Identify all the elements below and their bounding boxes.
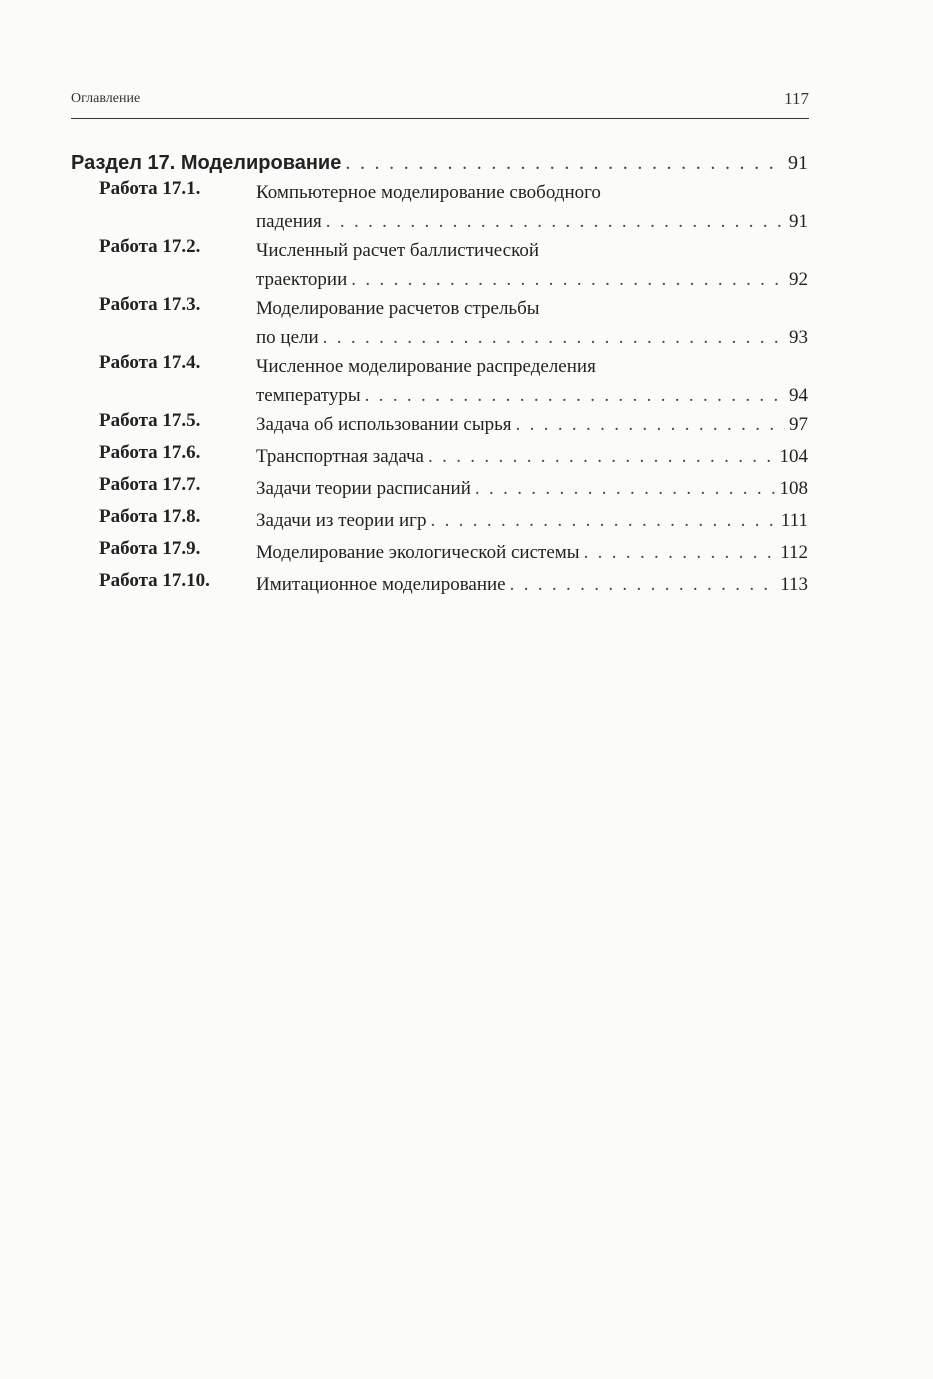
dot-leader [584, 538, 777, 567]
entry-page: 113 [780, 574, 808, 595]
entry-title: Задачи из теории игр [256, 510, 427, 531]
entry-page: 108 [779, 478, 808, 499]
toc-section[interactable] [71, 148, 808, 178]
dot-leader [428, 442, 776, 471]
entry-number: Работа 17.6. [99, 442, 201, 463]
dot-leader [365, 381, 785, 410]
entry-title: Численное моделирование распределения [256, 356, 596, 377]
entry-page: 91 [789, 211, 808, 232]
entry-page: 111 [780, 510, 808, 531]
entry-title: Численный расчет баллистической [256, 240, 540, 261]
header-title: Оглавление [71, 91, 141, 106]
entry-title: Имитационное моделирование [256, 574, 506, 595]
entry-number: Работа 17.8. [99, 506, 201, 527]
toc-entry[interactable] [71, 538, 808, 570]
dot-leader [510, 570, 777, 599]
dot-leader [323, 323, 785, 352]
dot-leader [351, 265, 785, 294]
toc-entry[interactable] [71, 570, 808, 602]
entry-title-continued: траектории [256, 269, 348, 290]
entry-page: 97 [789, 414, 808, 435]
entry-number: Работа 17.5. [99, 410, 201, 431]
entry-page: 104 [779, 446, 808, 467]
table-of-contents [71, 148, 808, 602]
toc-entry[interactable] [71, 506, 808, 538]
toc-entry[interactable] [71, 442, 808, 474]
toc-entry[interactable] [71, 474, 808, 506]
toc-entry[interactable] [71, 294, 808, 352]
entry-page: 92 [789, 269, 808, 290]
entry-number: Работа 17.3. [99, 294, 201, 315]
entry-number: Работа 17.4. [99, 352, 201, 373]
entry-page: 112 [780, 542, 808, 563]
toc-entry[interactable] [71, 410, 808, 442]
entry-number: Работа 17.9. [99, 538, 201, 559]
entry-title: Моделирование экологической системы [256, 542, 580, 563]
entry-title: Компьютерное моделирование свободного [256, 182, 601, 203]
dot-leader [475, 474, 776, 503]
entry-number: Работа 17.7. [99, 474, 201, 495]
entry-number: Работа 17.10. [99, 570, 210, 591]
entry-number: Работа 17.1. [99, 178, 201, 199]
entry-number: Работа 17.2. [99, 236, 201, 257]
entry-title: Транспортная задача [256, 446, 424, 467]
dot-leader [430, 506, 776, 535]
toc-entry[interactable] [71, 178, 808, 236]
toc-entry[interactable] [71, 236, 808, 294]
entry-page: 93 [789, 327, 808, 348]
entry-page: 94 [789, 385, 808, 406]
entry-title: Задачи теории расписаний [256, 478, 471, 499]
entry-title-continued: температуры [256, 385, 361, 406]
running-header [71, 88, 809, 119]
entry-title-continued: по цели [256, 327, 319, 348]
dot-leader [516, 410, 785, 439]
header-page-number: 117 [784, 89, 809, 108]
dot-leader [326, 207, 785, 236]
entry-title: Задача об использовании сырья [256, 414, 512, 435]
toc-entry[interactable] [71, 352, 808, 410]
section-title: Раздел 17. Моделирование [71, 152, 342, 174]
entry-title-continued: падения [256, 211, 322, 232]
entry-title: Моделирование расчетов стрельбы [256, 298, 540, 319]
section-page: 91 [788, 152, 808, 174]
dot-leader [345, 148, 784, 178]
